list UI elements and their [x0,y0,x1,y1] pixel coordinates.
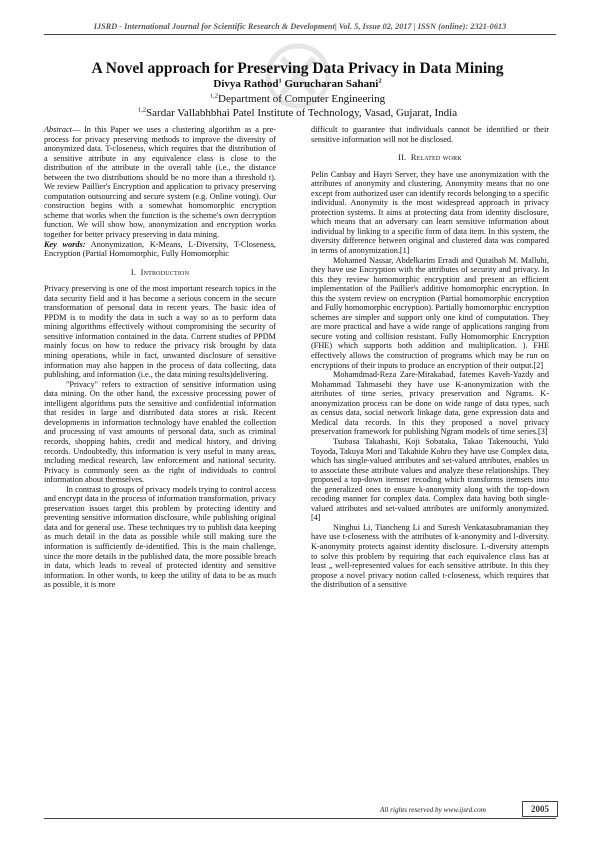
affil-1-sup: 1,2 [209,92,219,100]
author-1-sup: 1 [278,77,282,85]
author-2: Gurucharan Sahani [284,78,379,90]
abstract-label: Abstract [44,125,72,134]
related-paragraph-4: Tsubasa Takahashi, Koji Sobataka, Takao Takenouchi, Yuki Toyoda, Takuya Mori and Takahide Kohro they have use Complex data, which has single-valued attributes and set-valued attributes, enables us to associate these attribute values and analyze these relationships. They proposed a top-down itemset recoding which transforms itemsets into the generalized ones to ensure k-anonymity along with the top-down recoding manner for complex data. Complex data having both single-valued attributes and set-valued attributes are uniformly anonymized.[4] [311,436,549,523]
related-paragraph-5: Ninghui Li, Tiancheng Li and Suresh Venkatasubramanian they have use t-closeness with the attributes of k-anonymity and l-diversity. K-anonymity protects against identity disclosure. L-diversity attempts to solve this problem by requiring that each equivalence class has at least „ well-represented values for each sensitive attribute. In this they propose a novel privacy notion called t-closeness, which requires that the distribution of a sensitive [311,522,549,590]
abstract-text: In this Paper we uses a clustering algorithm as a pre-process for privacy preserving methods to improve the diversity of anonymized data. T-closeness, which requires that the distribution of a sensitive attribute in any equivalence class is close to the distribution of the attribute in the overall table (i.e., the distance between the two distributions should be no more than a threshold t). We review Paillier's Encryption and application to privacy preserving computation outsourcing and secure system (e.g. Online voting). Our construction begins with a somewhat homomorphic encryption scheme that works when the function is the scheme's own decryption function. We will show how, anonymization and encryption works together for better privacy preserving in data mining. [44,125,276,240]
keywords [44,240,276,259]
left-column [44,125,276,590]
affiliation-department [0,93,595,105]
intro-paragraph-2: "Privacy" refers to extraction of sensitive information using data mining. On the other hand, the excessive processing power of intelligent algorithms puts the sensitive and confidential information that resides in large and distributed data stores at risk. Recent developments in information technology have enabled the collection and processing of vast amounts of personal data, such as criminal records, shopping habits, credit and medical history, and driving records. Undoubtedly, this information is very useful in many areas, including medical research, law enforcement and national security. Privacy is commonly seen as the right of individuals to control information about themselves. [44,379,276,485]
author-1: Divya Rathod [213,78,279,90]
affil-2-sup: 1,2 [137,106,147,114]
paper-title: A Novel approach for Preserving Data Privacy in Data Mining [91,60,504,77]
keywords-text: Anonymization, K-Means, L-Diversity, T-Closeness, Encryption (Partial Homomorphic, Fully Homomorphic [44,239,276,259]
intro-continued: difficult to guarantee that individuals cannot be identified or their sensitive information will not be disclosed. [311,125,549,144]
section-heading-introduction [44,268,276,278]
affiliation-institute [0,107,595,119]
related-paragraph-2: Mohamed Nassar, Abdelkarim Erradi and Qutaibah M. Malluhi, they have use Encryption with the attributes of security and privacy. In this they review homomorphic encryption and present an efficient implementation of the Paillier's additive homomorphic encryption. In this the system review on encryption (Partial homomorphic encryption and Fully homomorphic encryption). Partially homomorphic encryption schemes are simpler and support only one kind of computation. They are more practical and have a wide range of applications ranging from secure voting and collision resistant. Fully Homomorphic Encryption (FHE) which supports both addition and multiplication. ). FHE effectively allows the construction of programs which may be run on encryptions of their inputs to produce an encryption of their output.[2] [311,255,549,370]
affiliation-department-text: Department of Computer Engineering [218,93,386,105]
footer-rule [44,818,556,819]
author-line [0,78,595,90]
abstract [44,125,276,240]
section-title: Related work [410,153,462,163]
related-paragraph-3: Mohamdmad-Reza Zare-Mirakabad, fatemes Kaveh-Yazdy and Mohammad Tahmasebi they have use K-anonymization with the attributes of time series, privacy preservation and Ngrams. K-anonymization process can be done on wide range of data types, such as census data, social network linkage data, gene expression data and Medical data records. In this they proposed a novel privacy preservation framework for publishing Ngram models of time series.[3] [311,370,549,437]
footer-rights: All rights reserved by www.ijsrd.com [380,806,486,814]
intro-paragraph-3: In contrast to groups of privacy models trying to control access and encrypt data in the process of information transformation, privacy preservation issues target this problem by protecting identity and preventing sensitive information disclosure, while publishing original data and for general use. These techniques try to publish data keeping as much detail in the data as possible while still making sure the information is sufficiently de-identified. This is the main challenge, since the more details in the published data, the more possible breach in data, which leads to reveal of protected identity and sensitive information. In other words, to keep the utility of data to be as much as possible, it is more [44,484,276,590]
author-2-sup: 2 [378,77,382,85]
header-rule [44,34,556,35]
right-column [311,125,549,590]
related-paragraph-1: Pelin Canbay and Hayri Server, they have use anonymization with the attributes of anonymity and clustering. Anonymity means that no one except from authorized user can identify records belonging to a specific individual. Anonymity is the most widespread approach in privacy protection systems. It aims at protecting data from identity disclosure, which means that an adversary can learn sensitive information about individual by linking to a specific form of data item. In this system, the diversity difference between original and clustered data was compared in terms of anonymization.[1] [311,169,549,256]
page-number: 2005 [522,801,558,817]
journal-header: IJSRD - International Journal for Scientific Research & Development| Vol. 5, Issue 02, 2017 | ISSN (online): 2321-0613 [93,22,507,31]
keywords-label: Key words: [44,239,86,249]
section-number: I. [130,267,137,277]
section-number: II. [398,153,407,163]
section-title: Introduction [140,267,190,277]
affiliation-institute-text: Sardar Vallabhbhai Patel Institute of Technology, Vasad, Gujarat, India [146,107,458,119]
intro-paragraph-1: Privacy preserving is one of the most important research topics in the data security field and it has become a serious concern in the secure transformation of personal data in recent years. The basic idea of PPDM is to modify the data in such a way so as to perform data mining algorithms effectively without compromising the security of sensitive information contained in the data. Current studies of PPDM mainly focus on how to reduce the privacy risk brought by data mining operations, while in fact, unwanted disclosure of sensitive information may also happen in the process of data collecting, data publishing, and information (i.e., the data mining results)delivering. [44,284,276,380]
section-heading-related-work [311,153,549,163]
abstract-dash: — [71,125,85,134]
